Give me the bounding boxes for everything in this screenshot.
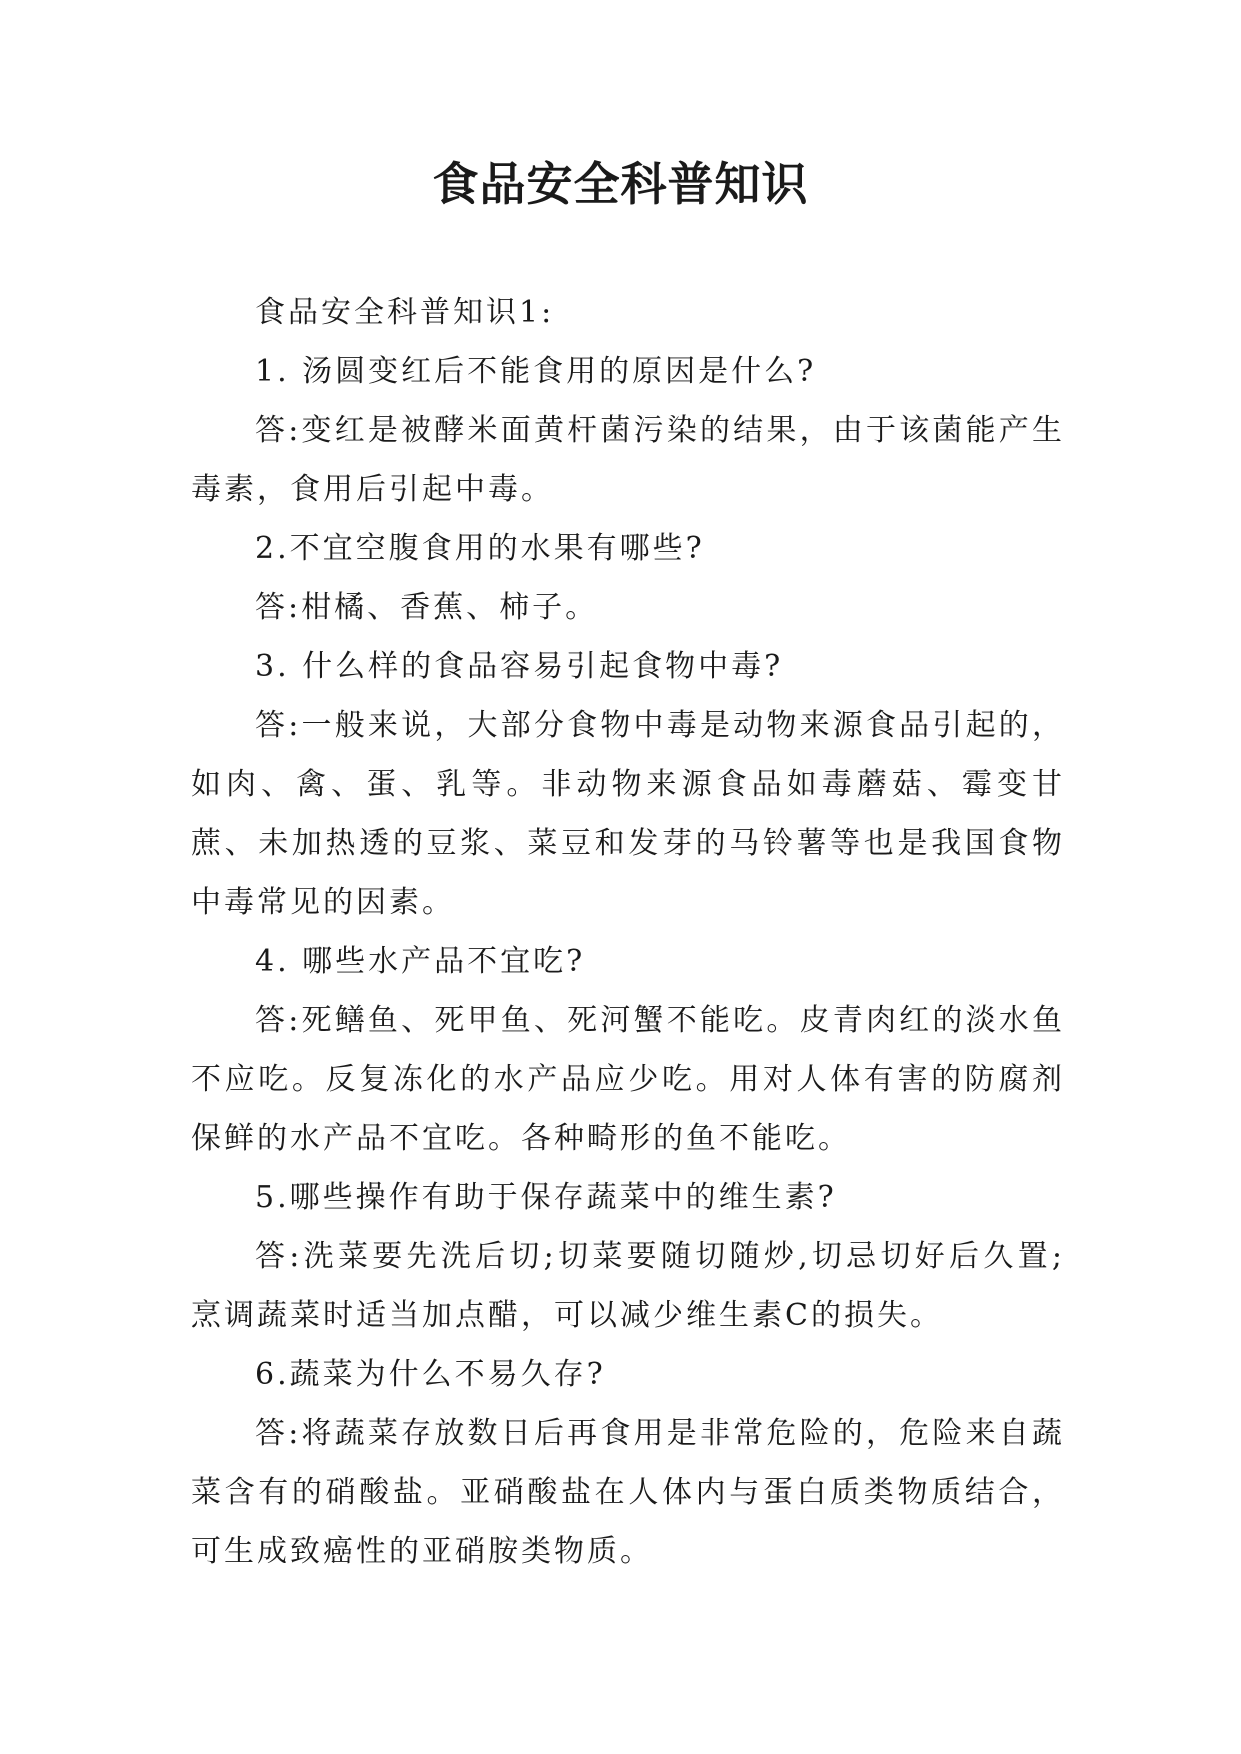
question-5: 5.哪些操作有助于保存蔬菜中的维生素?: [255, 1180, 837, 1215]
answer-2: 答:柑橘、香蕉、柿子。: [255, 590, 599, 625]
document-body: [191, 283, 1065, 1581]
question-1: 1. 汤圆变红后不能食用的原因是什么?: [255, 354, 817, 389]
answer-4: 答:死鳝鱼、死甲鱼、死河蟹不能吃。皮青肉红的淡水鱼不应吃。反复冻化的水产品应少吃。用对人体有害的防腐剂保鲜的水产品不宜吃。各种畸形的鱼不能吃。: [191, 1003, 1065, 1156]
question-4: 4. 哪些水产品不宜吃?: [255, 944, 586, 979]
document-title: 食品安全科普知识: [432, 157, 809, 211]
question-2: 2.不宜空腹食用的水果有哪些?: [255, 531, 705, 566]
answer-1: 答:变红是被酵米面黄杆菌污染的结果，由于该菌能产生毒素，食用后引起中毒。: [191, 413, 1065, 507]
question-3: 3. 什么样的食品容易引起食物中毒?: [255, 649, 784, 684]
answer-5: 答:洗菜要先洗后切;切菜要随切随炒,切忌切好后久置;烹调蔬菜时适当加点醋，可以减少维生素C的损失。: [191, 1239, 1065, 1333]
answer-6: 答:将蔬菜存放数日后再食用是非常危险的，危险来自蔬菜含有的硝酸盐。亚硝酸盐在人体内与蛋白质类物质结合，可生成致癌性的亚硝胺类物质。: [191, 1416, 1065, 1569]
question-6: 6.蔬菜为什么不易久存?: [255, 1357, 606, 1392]
section-heading: 食品安全科普知识1:: [255, 295, 555, 330]
answer-3: 答:一般来说，大部分食物中毒是动物来源食品引起的，如肉、禽、蛋、乳等。非动物来源食品如毒蘑菇、霉变甘蔗、未加热透的豆浆、菜豆和发芽的马铃薯等也是我国食物中毒常见的因素。: [191, 708, 1065, 920]
